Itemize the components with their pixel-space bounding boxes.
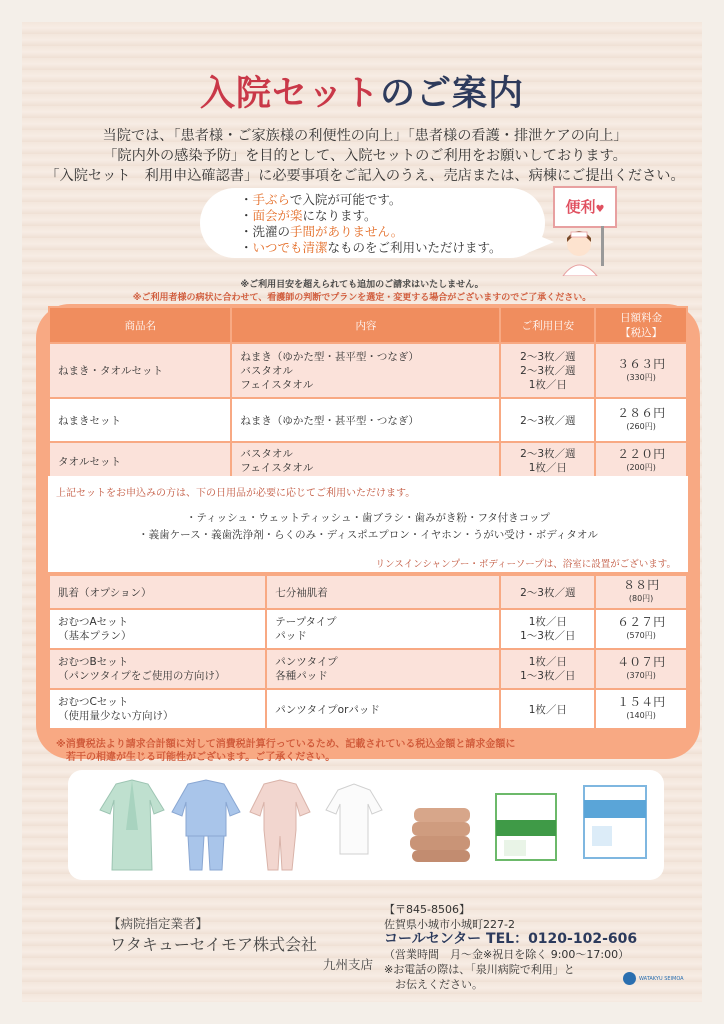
title-navy: のご案内 — [380, 74, 525, 114]
benefit-item: ・洗濯の手間がありません。 — [240, 224, 404, 239]
table-row: 肌着（オプション） 七分袖肌着 2～3枚／週 ８８円 (80円) — [49, 575, 687, 609]
vendor-label: 【病院指定業者】 — [108, 916, 209, 931]
logo-icon — [623, 972, 636, 985]
speech-bubble-tail — [530, 232, 554, 252]
set-table — [48, 306, 688, 481]
vendor-block — [108, 914, 373, 973]
jinbei-pajama-image — [172, 780, 240, 870]
intro-line: 「入院セット 利用申込確認書」に必要事項をご記入のうえ、売店または、病棟にご提出ください。 — [45, 168, 685, 184]
address: 佐賀県小城市小城町227-2 — [384, 918, 515, 931]
company-logo: WATAKYU SEIMOA — [623, 972, 684, 985]
header-price: 日額料金 【税込】 — [595, 307, 687, 343]
phone-note: ※お電話の際は、「泉川病院で利用」と — [384, 963, 575, 976]
undershirt-image — [326, 784, 382, 854]
table-row: ねまきセット ねまき（ゆかた型・甚平型・つなぎ） 2～3枚／週 ２８６円 (260円) — [49, 398, 687, 442]
call-center-tel: コールセンター TEL：0120-102-606 — [384, 931, 638, 947]
intro-text — [40, 126, 690, 186]
vendor-branch: 九州支店 — [323, 957, 374, 972]
convenient-sign: 便利♥ — [553, 186, 617, 228]
yukata-gown-image — [100, 780, 164, 870]
header-usage: ご利用目安 — [500, 307, 595, 343]
diaper-tape-package-image — [496, 794, 556, 860]
product-photos — [68, 770, 664, 880]
zip-code: 【〒845-8506】 — [384, 903, 470, 916]
benefit-item: ・いつでも清潔なものをご利用いただけます。 — [240, 240, 502, 255]
daily-items-note: 上記セットをお申込みの方は、下の日用品が必要に応じてご利用いただけます。 — [56, 488, 416, 499]
intro-line: 「院内外の感染予防」を目的として、入院セットのご利用をお願いしております。 — [103, 148, 627, 164]
nurse-illustration — [557, 226, 615, 276]
phone-note-2: お伝えください。 — [384, 978, 483, 991]
table-row: タオルセット バスタオル フェイスタオル 2～3枚／週 1枚／日 ２２０円 (200円) — [49, 442, 687, 480]
table-row: ねまき・タオルセット ねまき（ゆかた型・甚平型・つなぎ） バスタオル フェイスタオル 2～3枚／週 2～3枚／週 1枚／日 ３６３円 (330円) — [49, 343, 687, 398]
bath-note: リンスインシャンプー・ボディーソープは、浴室に設置がございます。 — [375, 559, 676, 570]
header-name: 商品名 — [49, 307, 231, 343]
benefits-list — [240, 192, 502, 256]
diaper-pants-package-image — [584, 786, 646, 858]
page-title — [0, 66, 724, 116]
table-row: おむつAセット （基本プラン） テープタイプ パッド 1枚／日 1～3枚／日 ６２７円 (570円) — [49, 609, 687, 649]
towel-stack-image — [410, 808, 470, 862]
daily-items-list: ・ティッシュ・ウェットティッシュ・歯ブラシ・歯みがき粉・フタ付きコップ ・義歯ケース・義歯洗浄剤・らくのみ・ディスポエプロン・イヤホン・うがい受け・ボディタオル — [138, 512, 598, 541]
business-hours: （営業時間 月～金※祝日を除く 9:00～17:00） — [384, 948, 630, 961]
contact-block — [384, 902, 637, 992]
notice-line-2: ※ご利用者様の病状に合わせて、看護師の判断でプランを選定・変更する場合がございますのでご了承ください。 — [132, 293, 592, 303]
table-row: おむつBセット （パンツタイプをご使用の方向け） パンツタイプ 各種パッド 1枚／日 1～3枚／日 ４０７円 (370円) — [49, 649, 687, 689]
header-content: 内容 — [231, 307, 500, 343]
daily-items-area — [48, 476, 688, 572]
vendor-company: ワタキューセイモア株式会社 — [110, 935, 318, 954]
notice-line-1: ※ご利用目安を超えられても追加のご請求はいたしません。 — [240, 280, 484, 290]
table-header-row — [49, 307, 687, 343]
title-red: 入院セット — [199, 74, 380, 114]
benefit-item: ・面会が楽になります。 — [240, 208, 377, 223]
coverall-image — [250, 780, 310, 870]
intro-line: 当院では、「患者様・ご家族様の利便性の向上」「患者様の看護・排泄ケアの向上」 — [102, 128, 628, 144]
tax-note: ※消費税法より請求合計額に対して消費税計算行っているため、記載されている税込金額と請求金額に 若干の相違が生じる可能性がございます。ご了承ください。 — [56, 739, 516, 763]
product-images — [68, 770, 664, 880]
benefit-item: ・手ぶらで入院が可能です。 — [240, 192, 402, 207]
option-table — [48, 574, 688, 730]
table-row: おむつCセット （使用量少ない方向け） パンツタイプorパッド 1枚／日 １５４円 (140円) — [49, 689, 687, 729]
